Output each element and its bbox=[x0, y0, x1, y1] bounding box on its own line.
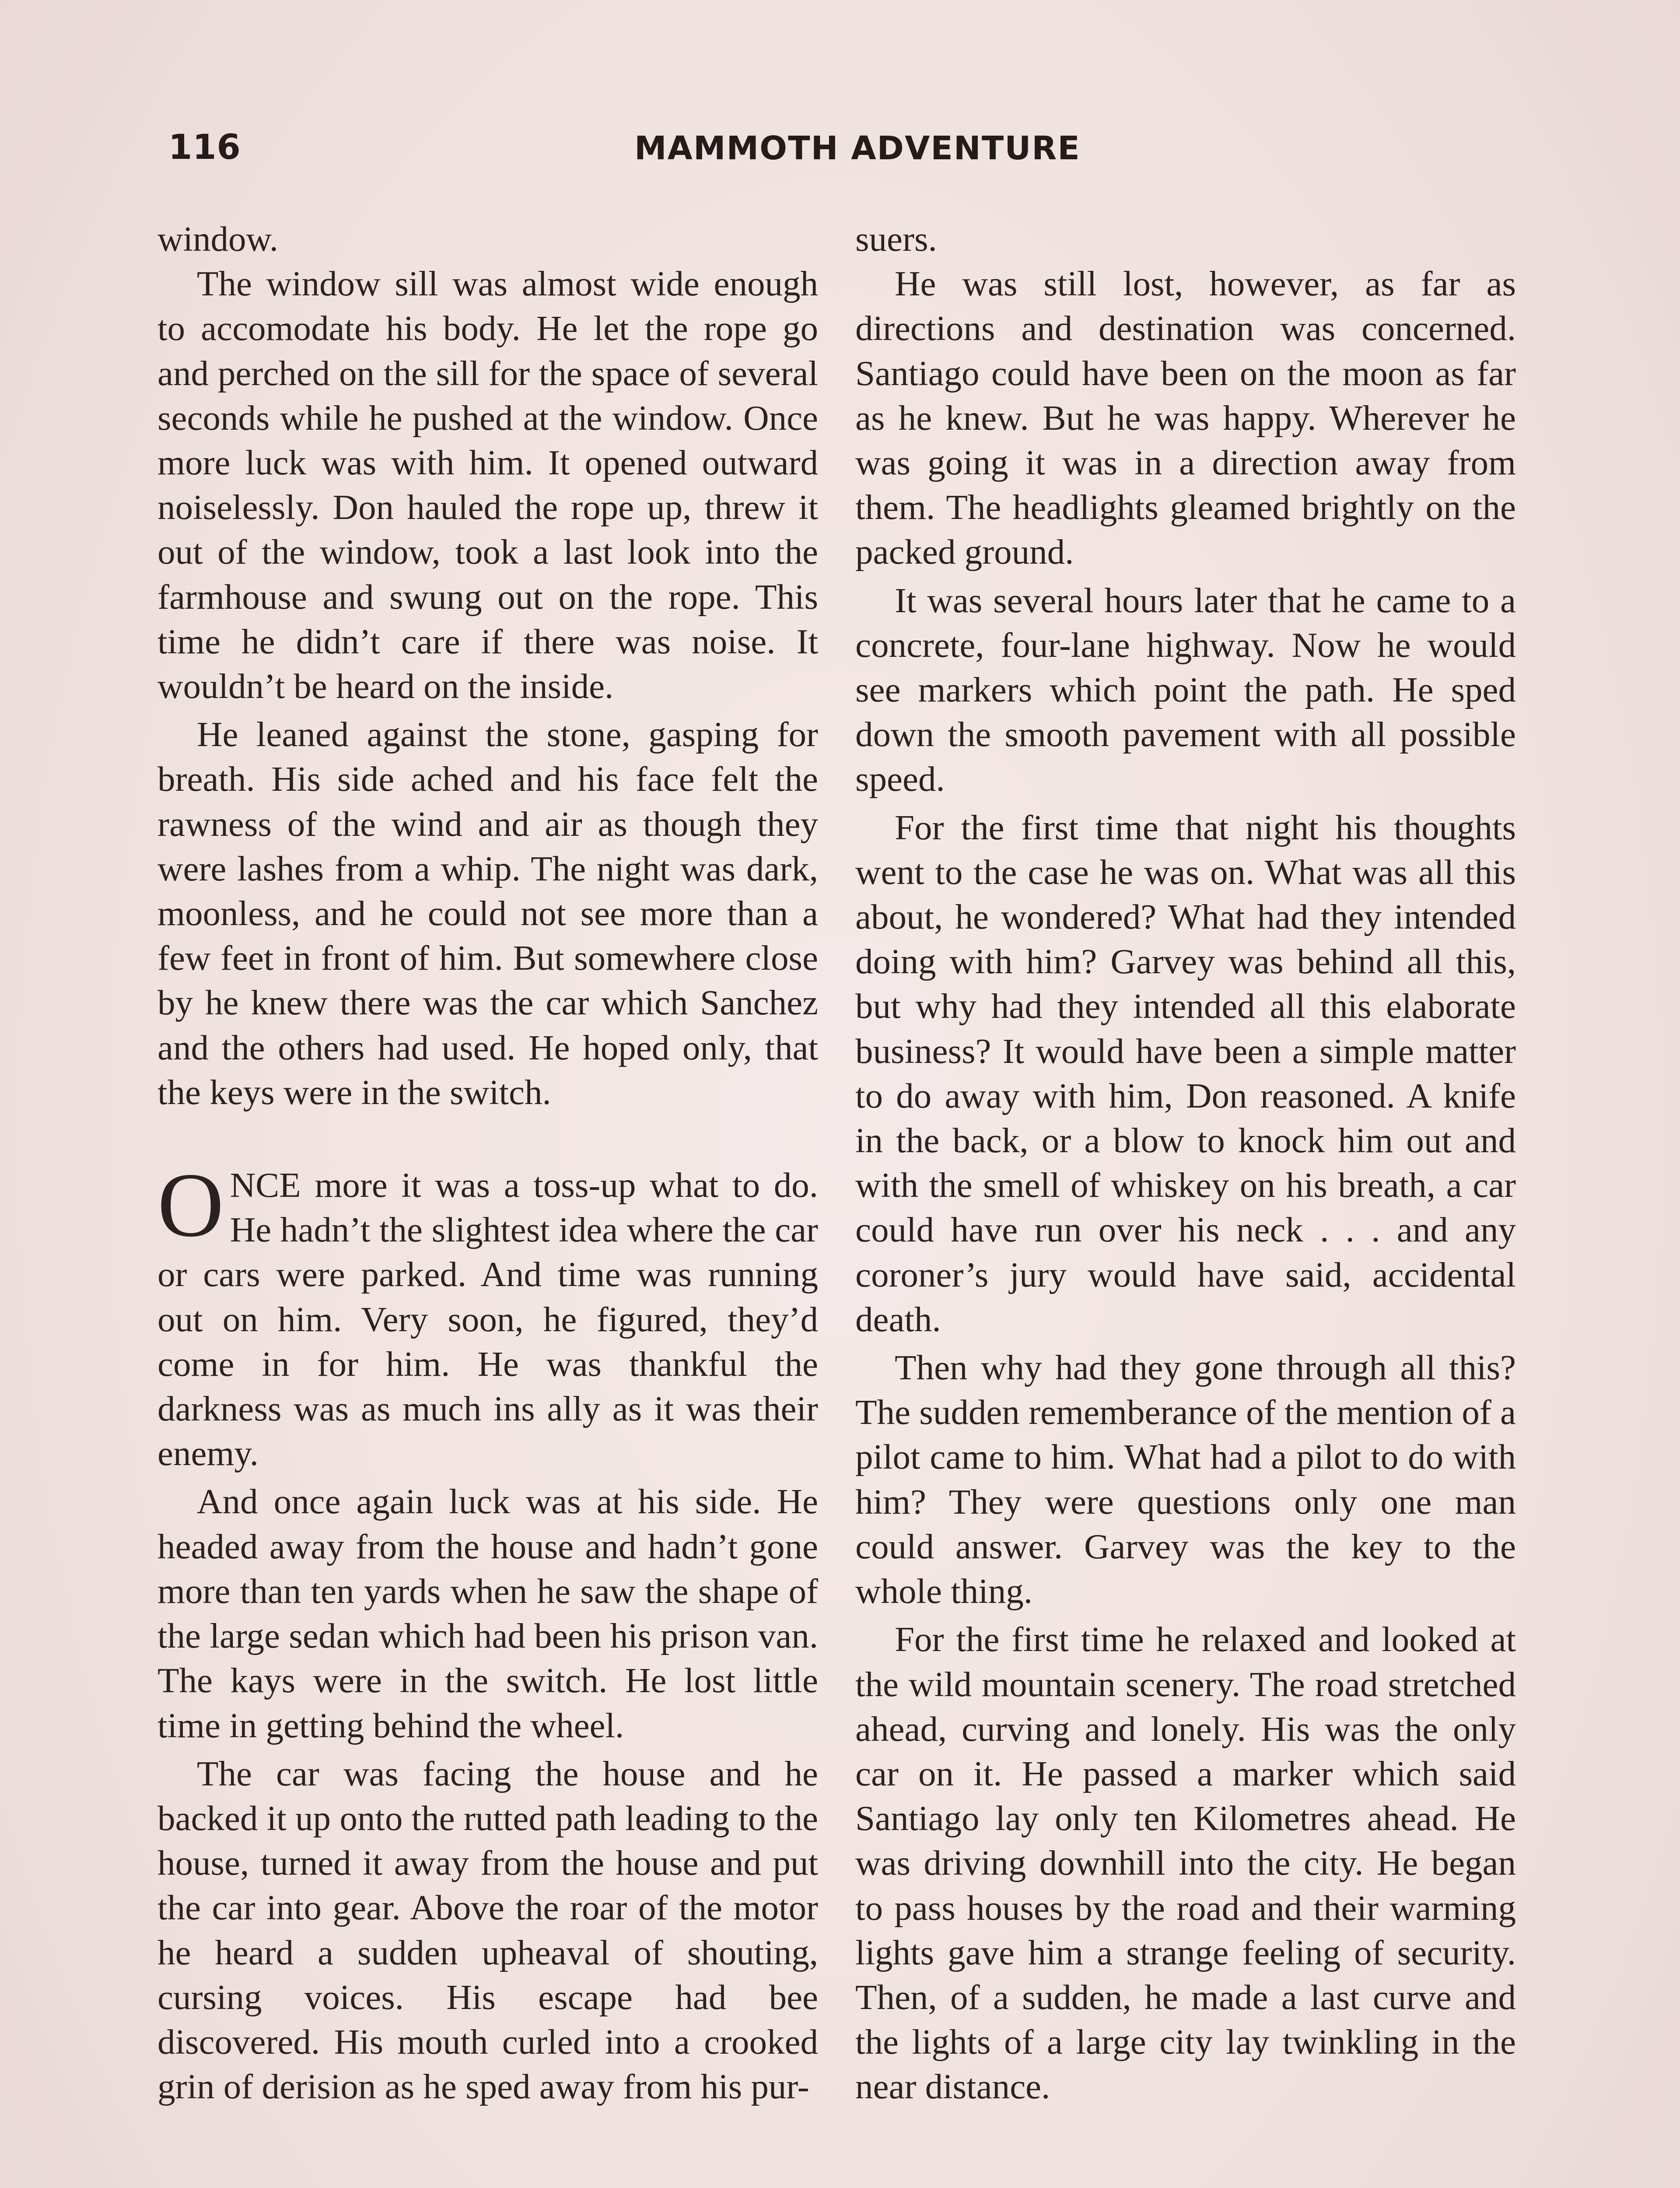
paragraph: Then why had they gone through all this? The sudden rememberance of the mention of a pilot came to him. What had a pilot to do with him? They were questions only one man could answer. Garvey was the key to the whole thing. bbox=[855, 1348, 1516, 1611]
paragraph-text: NCE more it was a toss-up what to do. He hadn’t the slightest idea where the car or cars were parked. And time was running out on him. Very soon, he figured, they’d come in for him. He was thankful the darkness was as much ins ally as it was their enemy. bbox=[158, 1165, 818, 1473]
paragraph: He was still lost, however, as far as directions and destination was concerned. Santiago could have been on the moon as far as he knew. But he was happy. Wherever he was going it was in a direction away from them. The headlights gleamed brightly on the packed ground. bbox=[855, 264, 1516, 572]
paragraph: The car was facing the house and he backed it up onto the rutted path leading to the house, turned it away from the house and put the car into gear. Above the roar of the motor he heard a sudden upheaval of shouting, cursing voices. His escape had bee discovered. His mouth curled into a crooked grin of derision as he sped away from his pur- bbox=[158, 1753, 818, 2107]
paragraph: For the first time he relaxed and looked at the wild mountain scenery. The road stretched ahead, curving and lonely. His was the only car on it. He passed a marker which said Santiago lay only ten Kilometres ahead. He was driving downhill into the city. He began to pass houses by the road and their warming lights gave him a strange feeling of security. Then, of a sudden, he made a last curve and the lights of a large city lay twinkling in the near distance. bbox=[855, 1620, 1516, 2107]
paragraph: It was several hours later that he came to a concrete, four-lane highway. Now he would see markers which point the path. He sped down the smooth pavement with all possible speed. bbox=[855, 580, 1516, 799]
paragraph: The window sill was almost wide enough to accomodate his body. He let the rope go and perched on the sill for the space of several seconds while he pushed at the window. Once more luck was with him. It opened outward noiselessly. Don hauled the rope up, threw it out of the window, took a last look into the farmhouse and swung out on the rope. This time he didn’t care if there was noise. It wouldn’t be heard on the inside. bbox=[158, 264, 818, 706]
drop-cap: O bbox=[158, 1154, 224, 1256]
paragraph: window. bbox=[158, 219, 278, 259]
paragraph: He leaned against the stone, gasping for breath. His side ached and his face felt the rawness of the wind and air as though they were lashes from a whip. The night was dark, moonless, and he could not see more than a few feet in front of him. But somewhere close by he knew there was the car which Sanchez and the others had used. He hoped only, that the keys were in the switch. bbox=[158, 715, 818, 1112]
paragraph: For the first time that night his thoughts went to the case he was on. What was all this about, he wondered? What had they intended doing with him? Garvey was behind all this, but why had they intended all this elaborate business? It would have been a simple matter to do away with him, Don reasoned. A knife in the back, or a blow to knock him out and with the smell of whiskey on his breath, a car could have run over his neck . . . and any coroner’s jury would have said, accidental death. bbox=[855, 807, 1516, 1339]
paragraph: And once again luck was at his side. He headed away from the house and hadn’t gone more than ten yards when he saw the shape of the large sedan which had been his prison van. The kays were in the switch. He lost little time in getting behind the wheel. bbox=[158, 1482, 818, 1745]
running-head: MAMMOTH ADVENTURE bbox=[634, 130, 1081, 167]
paragraph: suers. bbox=[855, 219, 937, 259]
right-column bbox=[855, 217, 1516, 2109]
section-start-paragraph bbox=[158, 1154, 818, 1476]
left-column bbox=[158, 217, 818, 2109]
page-number: 116 bbox=[168, 128, 241, 167]
